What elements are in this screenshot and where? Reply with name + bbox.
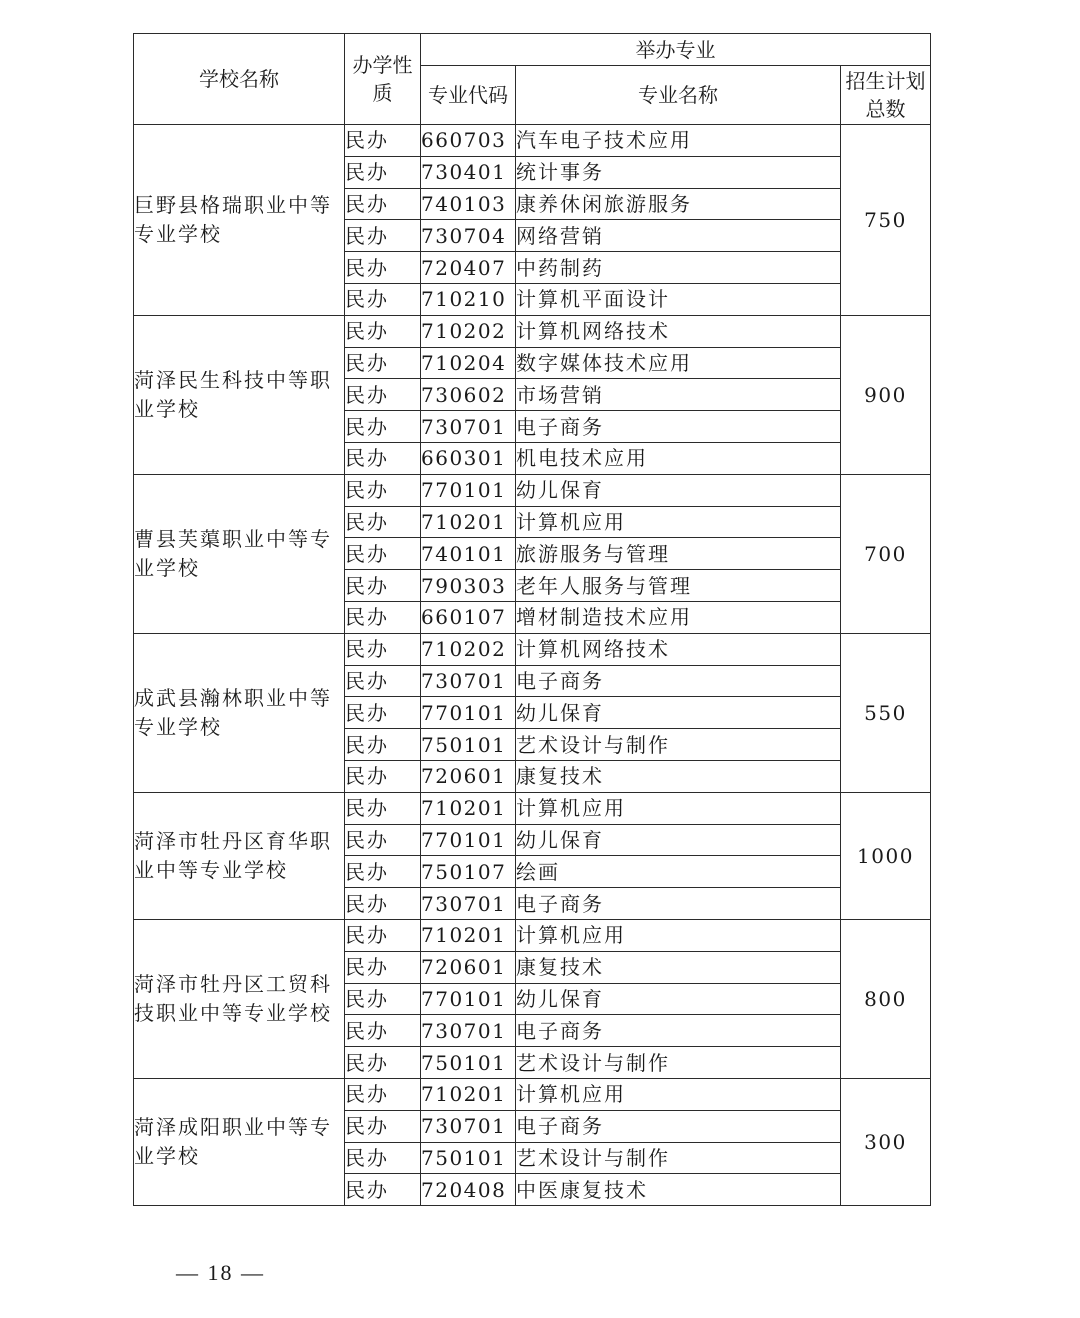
school-name-cell: 菏泽市牡丹区工贸科技职业中等专业学校	[134, 919, 345, 1078]
school-type-cell: 民办	[345, 665, 421, 697]
major-code-cell: 720407	[421, 252, 516, 284]
major-name-cell: 中药制药	[516, 252, 841, 284]
major-name-cell: 电子商务	[516, 1110, 841, 1142]
major-name-cell: 计算机应用	[516, 506, 841, 538]
major-name-cell: 网络营销	[516, 220, 841, 252]
enrollment-plan-cell: 750	[841, 125, 931, 316]
school-name-cell: 巨野县格瑞职业中等专业学校	[134, 125, 345, 316]
school-type-cell: 民办	[345, 792, 421, 824]
school-type-cell: 民办	[345, 760, 421, 792]
enrollment-plan-cell: 900	[841, 315, 931, 474]
table-row	[134, 315, 931, 347]
major-code-cell: 710201	[421, 919, 516, 951]
major-code-cell: 730401	[421, 156, 516, 188]
major-code-cell: 710201	[421, 792, 516, 824]
major-code-cell: 730701	[421, 888, 516, 920]
school-type-cell: 民办	[345, 283, 421, 315]
major-name-cell: 电子商务	[516, 411, 841, 443]
major-name-cell: 康复技术	[516, 760, 841, 792]
major-name-cell: 市场营销	[516, 379, 841, 411]
major-name-cell: 幼儿保育	[516, 474, 841, 506]
major-code-cell: 710202	[421, 633, 516, 665]
enrollment-plan-cell: 800	[841, 919, 931, 1078]
school-type-cell: 民办	[345, 697, 421, 729]
school-type-cell: 民办	[345, 1078, 421, 1110]
major-code-cell: 750107	[421, 856, 516, 888]
school-type-cell: 民办	[345, 570, 421, 602]
major-name-cell: 数字媒体技术应用	[516, 347, 841, 379]
enrollment-table	[133, 33, 931, 1206]
school-type-cell: 民办	[345, 411, 421, 443]
major-code-cell: 720601	[421, 760, 516, 792]
major-code-cell: 790303	[421, 570, 516, 602]
major-code-cell: 720408	[421, 1174, 516, 1206]
major-name-cell: 绘画	[516, 856, 841, 888]
major-code-cell: 750101	[421, 729, 516, 761]
major-code-cell: 730701	[421, 1015, 516, 1047]
major-name-cell: 艺术设计与制作	[516, 729, 841, 761]
enrollment-plan-cell: 300	[841, 1078, 931, 1205]
header-major-code: 专业代码	[421, 66, 516, 125]
major-name-cell: 统计事务	[516, 156, 841, 188]
school-type-cell: 民办	[345, 1142, 421, 1174]
major-name-cell: 中医康复技术	[516, 1174, 841, 1206]
school-type-cell: 民办	[345, 601, 421, 633]
school-type-cell: 民办	[345, 729, 421, 761]
major-name-cell: 康复技术	[516, 951, 841, 983]
major-name-cell: 计算机平面设计	[516, 283, 841, 315]
school-type-cell: 民办	[345, 919, 421, 951]
school-type-cell: 民办	[345, 824, 421, 856]
major-code-cell: 750101	[421, 1142, 516, 1174]
header-enrollment-plan: 招生计划总数	[841, 66, 931, 125]
school-type-cell: 民办	[345, 1174, 421, 1206]
table-body	[134, 125, 931, 1206]
header-school-type: 办学性质	[345, 34, 421, 125]
table-row	[134, 919, 931, 951]
page-number: — 18 —	[176, 1260, 265, 1285]
school-type-cell: 民办	[345, 315, 421, 347]
major-name-cell: 增材制造技术应用	[516, 601, 841, 633]
major-code-cell: 770101	[421, 697, 516, 729]
school-type-cell: 民办	[345, 506, 421, 538]
major-name-cell: 幼儿保育	[516, 824, 841, 856]
school-type-cell: 民办	[345, 125, 421, 157]
header-major-name: 专业名称	[516, 66, 841, 125]
major-code-cell: 730704	[421, 220, 516, 252]
table-row	[134, 633, 931, 665]
major-code-cell: 740103	[421, 188, 516, 220]
major-code-cell: 770101	[421, 474, 516, 506]
table-row	[134, 125, 931, 157]
school-type-cell: 民办	[345, 474, 421, 506]
school-type-cell: 民办	[345, 856, 421, 888]
header-major-group: 举办专业	[421, 34, 931, 66]
major-name-cell: 计算机应用	[516, 919, 841, 951]
major-name-cell: 计算机网络技术	[516, 633, 841, 665]
major-name-cell: 计算机应用	[516, 792, 841, 824]
school-type-cell: 民办	[345, 188, 421, 220]
school-type-cell: 民办	[345, 156, 421, 188]
major-name-cell: 旅游服务与管理	[516, 538, 841, 570]
major-code-cell: 730701	[421, 411, 516, 443]
table-row	[134, 1078, 931, 1110]
header-school-name: 学校名称	[134, 34, 345, 125]
school-type-cell: 民办	[345, 633, 421, 665]
school-name-cell: 菏泽民生科技中等职业学校	[134, 315, 345, 474]
major-code-cell: 660107	[421, 601, 516, 633]
major-name-cell: 计算机应用	[516, 1078, 841, 1110]
major-name-cell: 幼儿保育	[516, 983, 841, 1015]
table-row	[134, 474, 931, 506]
major-code-cell: 720601	[421, 951, 516, 983]
major-name-cell: 汽车电子技术应用	[516, 125, 841, 157]
major-name-cell: 艺术设计与制作	[516, 1142, 841, 1174]
school-name-cell: 曹县芙蕖职业中等专业学校	[134, 474, 345, 633]
school-type-cell: 民办	[345, 442, 421, 474]
school-name-cell: 菏泽市牡丹区育华职业中等专业学校	[134, 792, 345, 919]
major-name-cell: 计算机网络技术	[516, 315, 841, 347]
major-name-cell: 康养休闲旅游服务	[516, 188, 841, 220]
major-code-cell: 710210	[421, 283, 516, 315]
major-name-cell: 机电技术应用	[516, 442, 841, 474]
major-code-cell: 710201	[421, 1078, 516, 1110]
school-type-cell: 民办	[345, 347, 421, 379]
school-type-cell: 民办	[345, 1047, 421, 1079]
school-type-cell: 民办	[345, 951, 421, 983]
table-row	[134, 792, 931, 824]
major-name-cell: 艺术设计与制作	[516, 1047, 841, 1079]
major-name-cell: 电子商务	[516, 888, 841, 920]
major-code-cell: 660301	[421, 442, 516, 474]
major-name-cell: 幼儿保育	[516, 697, 841, 729]
enrollment-plan-cell: 1000	[841, 792, 931, 919]
major-name-cell: 老年人服务与管理	[516, 570, 841, 602]
major-code-cell: 750101	[421, 1047, 516, 1079]
major-name-cell: 电子商务	[516, 665, 841, 697]
major-code-cell: 730602	[421, 379, 516, 411]
school-type-cell: 民办	[345, 983, 421, 1015]
major-code-cell: 710204	[421, 347, 516, 379]
major-code-cell: 770101	[421, 983, 516, 1015]
school-type-cell: 民办	[345, 379, 421, 411]
school-type-cell: 民办	[345, 888, 421, 920]
major-code-cell: 710202	[421, 315, 516, 347]
school-type-cell: 民办	[345, 220, 421, 252]
major-code-cell: 770101	[421, 824, 516, 856]
major-name-cell: 电子商务	[516, 1015, 841, 1047]
major-code-cell: 730701	[421, 665, 516, 697]
enrollment-plan-cell: 550	[841, 633, 931, 792]
school-name-cell: 菏泽成阳职业中等专业学校	[134, 1078, 345, 1205]
major-code-cell: 660703	[421, 125, 516, 157]
major-code-cell: 740101	[421, 538, 516, 570]
school-type-cell: 民办	[345, 538, 421, 570]
major-code-cell: 730701	[421, 1110, 516, 1142]
major-code-cell: 710201	[421, 506, 516, 538]
enrollment-plan-cell: 700	[841, 474, 931, 633]
school-type-cell: 民办	[345, 1110, 421, 1142]
school-type-cell: 民办	[345, 1015, 421, 1047]
school-name-cell: 成武县瀚林职业中等专业学校	[134, 633, 345, 792]
school-type-cell: 民办	[345, 252, 421, 284]
